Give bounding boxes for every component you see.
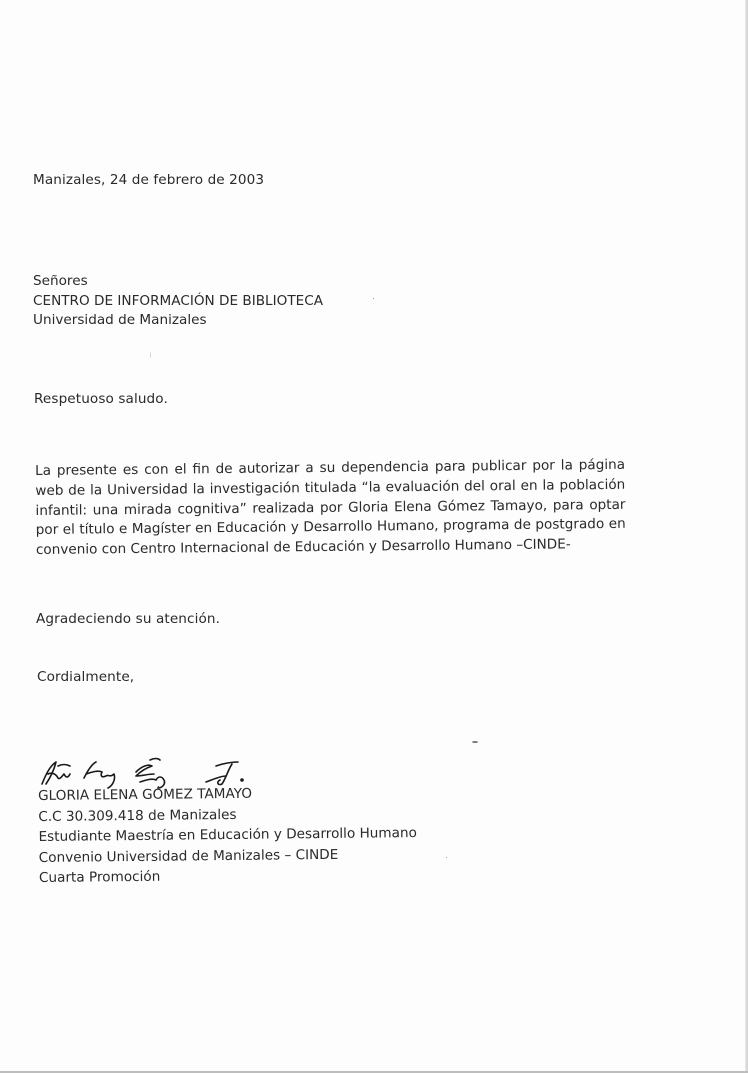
scan-speck <box>446 857 447 858</box>
recipient-block <box>33 272 323 331</box>
scan-speck <box>150 352 151 358</box>
signer-name: GLORIA ELENA GÓMEZ TAMAYO <box>38 785 253 804</box>
thanks-line: Agradeciendo su atención. <box>36 611 220 627</box>
recipient-organization: CENTRO DE INFORMACIÓN DE BIBLIOTECA <box>33 292 324 309</box>
signer-agreement: Convenio Universidad de Manizales – CINDE <box>38 846 339 866</box>
recipient-institution: Universidad de Manizales <box>33 312 207 328</box>
scan-speck <box>472 741 478 743</box>
scan-speck <box>373 298 374 299</box>
date-line: Manizales, 24 de febrero de 2003 <box>33 172 265 188</box>
closing-line: Cordialmente, <box>37 669 135 685</box>
recipient-salutation: Señores <box>33 273 88 289</box>
signer-role: Estudiante Maestría en Educación y Desarrollo Humano <box>38 825 417 845</box>
body-paragraph: La presente es con el fin de autorizar a su dependencia para publicar por la página web de la Universidad la investigación titulada “la evaluación del oral en la población infantil: una mirada cognitiva” realizada por Gloria Elena Gómez Tamayo, para optar por el título e Magíster en Educación y Desarrollo Humano, programa de postgrado en convenio con Centro Internacional de Educación y Desarrollo Humano –CINDE- <box>35 456 626 559</box>
signer-block <box>38 782 417 888</box>
signer-cohort: Cuarta Promoción <box>38 868 161 886</box>
signer-id-number: C.C 30.309.418 de Manizales <box>38 806 237 825</box>
greeting: Respetuoso saludo. <box>34 391 168 407</box>
